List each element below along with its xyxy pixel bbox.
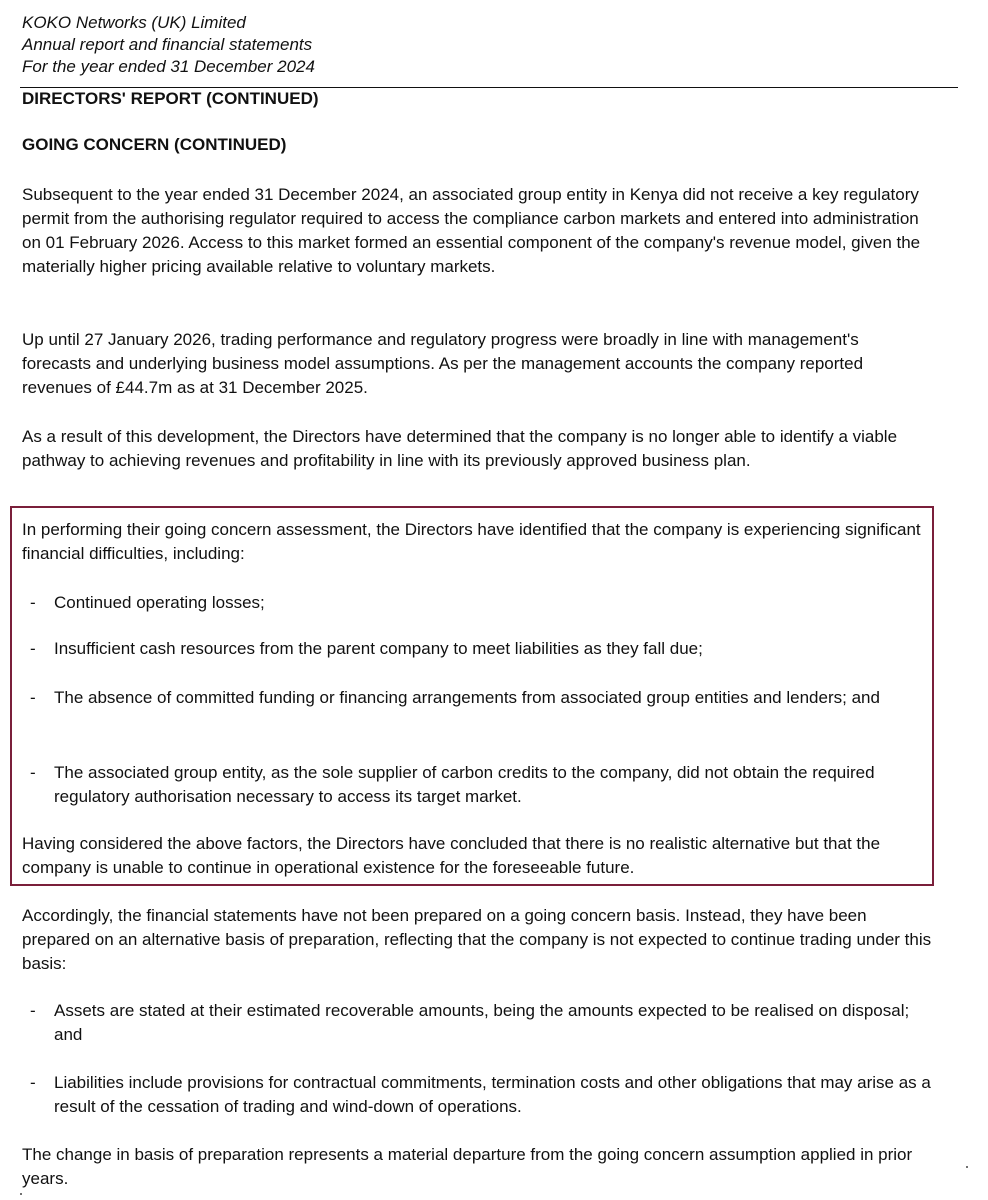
section-title: GOING CONCERN (CONTINUED) (22, 135, 287, 154)
bullet-dash: - (30, 763, 36, 782)
list-item-text: Insufficient cash resources from the parent company to meet liabilities as they fall due; (54, 639, 703, 658)
list-item-text: Liabilities include provisions for contractual commitments, termination costs and other obligations that may arise as a result of the cessation of trading and wind-down of operations. (54, 1073, 931, 1116)
assessment-conclusion: Having considered the above factors, the Directors have concluded that there is no realistic alternative but that the company is unable to continue in operational existence for the foreseeable future. (22, 834, 881, 877)
reporting-period: For the year ended 31 December 2024 (22, 57, 315, 76)
bullet-dash: - (30, 1073, 36, 1092)
running-header (22, 12, 315, 78)
report-title: DIRECTORS' REPORT (CONTINUED) (22, 89, 319, 108)
list-item-text: Continued operating losses; (54, 593, 265, 612)
list-item-text: The associated group entity, as the sole supplier of carbon credits to the company, did not obtain the required regulatory authorisation necessary to access its target market. (54, 763, 875, 806)
document-title: Annual report and financial statements (22, 35, 313, 54)
list-item-text: The absence of committed funding or financing arrangements from associated group entities and lenders; and (54, 688, 880, 707)
basis-of-preparation-intro: Accordingly, the financial statements have not been prepared on a going concern basis. Instead, they have been prepared on an alternative basis of preparation, reflecting that the company is not expected to continue trading under this basis: (22, 906, 932, 973)
paragraph-directors-determination: As a result of this development, the Directors have determined that the company is no longer able to identify a viable pathway to achieving revenues and profitability in line with its previously approved business plan. (22, 427, 898, 470)
assessment-intro: In performing their going concern assessment, the Directors have identified that the company is experiencing significant financial difficulties, including: (22, 520, 921, 563)
scan-speck (20, 1193, 22, 1195)
basis-change-closing: The change in basis of preparation represents a material departure from the going concern assumption applied in prior years. (22, 1145, 913, 1188)
bullet-dash: - (30, 639, 36, 658)
list-item-text: Assets are stated at their estimated recoverable amounts, being the amounts expected to be realised on disposal; and (54, 1001, 910, 1044)
scan-speck (966, 1166, 968, 1168)
bullet-dash: - (30, 1001, 36, 1020)
bullet-dash: - (30, 688, 36, 707)
paragraph-trading-performance: Up until 27 January 2026, trading performance and regulatory progress were broadly in line with management's forecasts and underlying business model assumptions. As per the management accounts the company reported revenues of £44.7m as at 31 December 2025. (22, 330, 864, 397)
company-name: KOKO Networks (UK) Limited (22, 13, 246, 32)
paragraph-subsequent-events: Subsequent to the year ended 31 December 2024, an associated group entity in Kenya did not receive a key regulatory permit from the authorising regulator required to access the compliance carbon markets and entered into administration on 01 February 2026. Access to this market formed an essential component of the company's revenue model, given the materially higher pricing available relative to voluntary markets. (22, 185, 921, 276)
bullet-dash: - (30, 593, 36, 612)
